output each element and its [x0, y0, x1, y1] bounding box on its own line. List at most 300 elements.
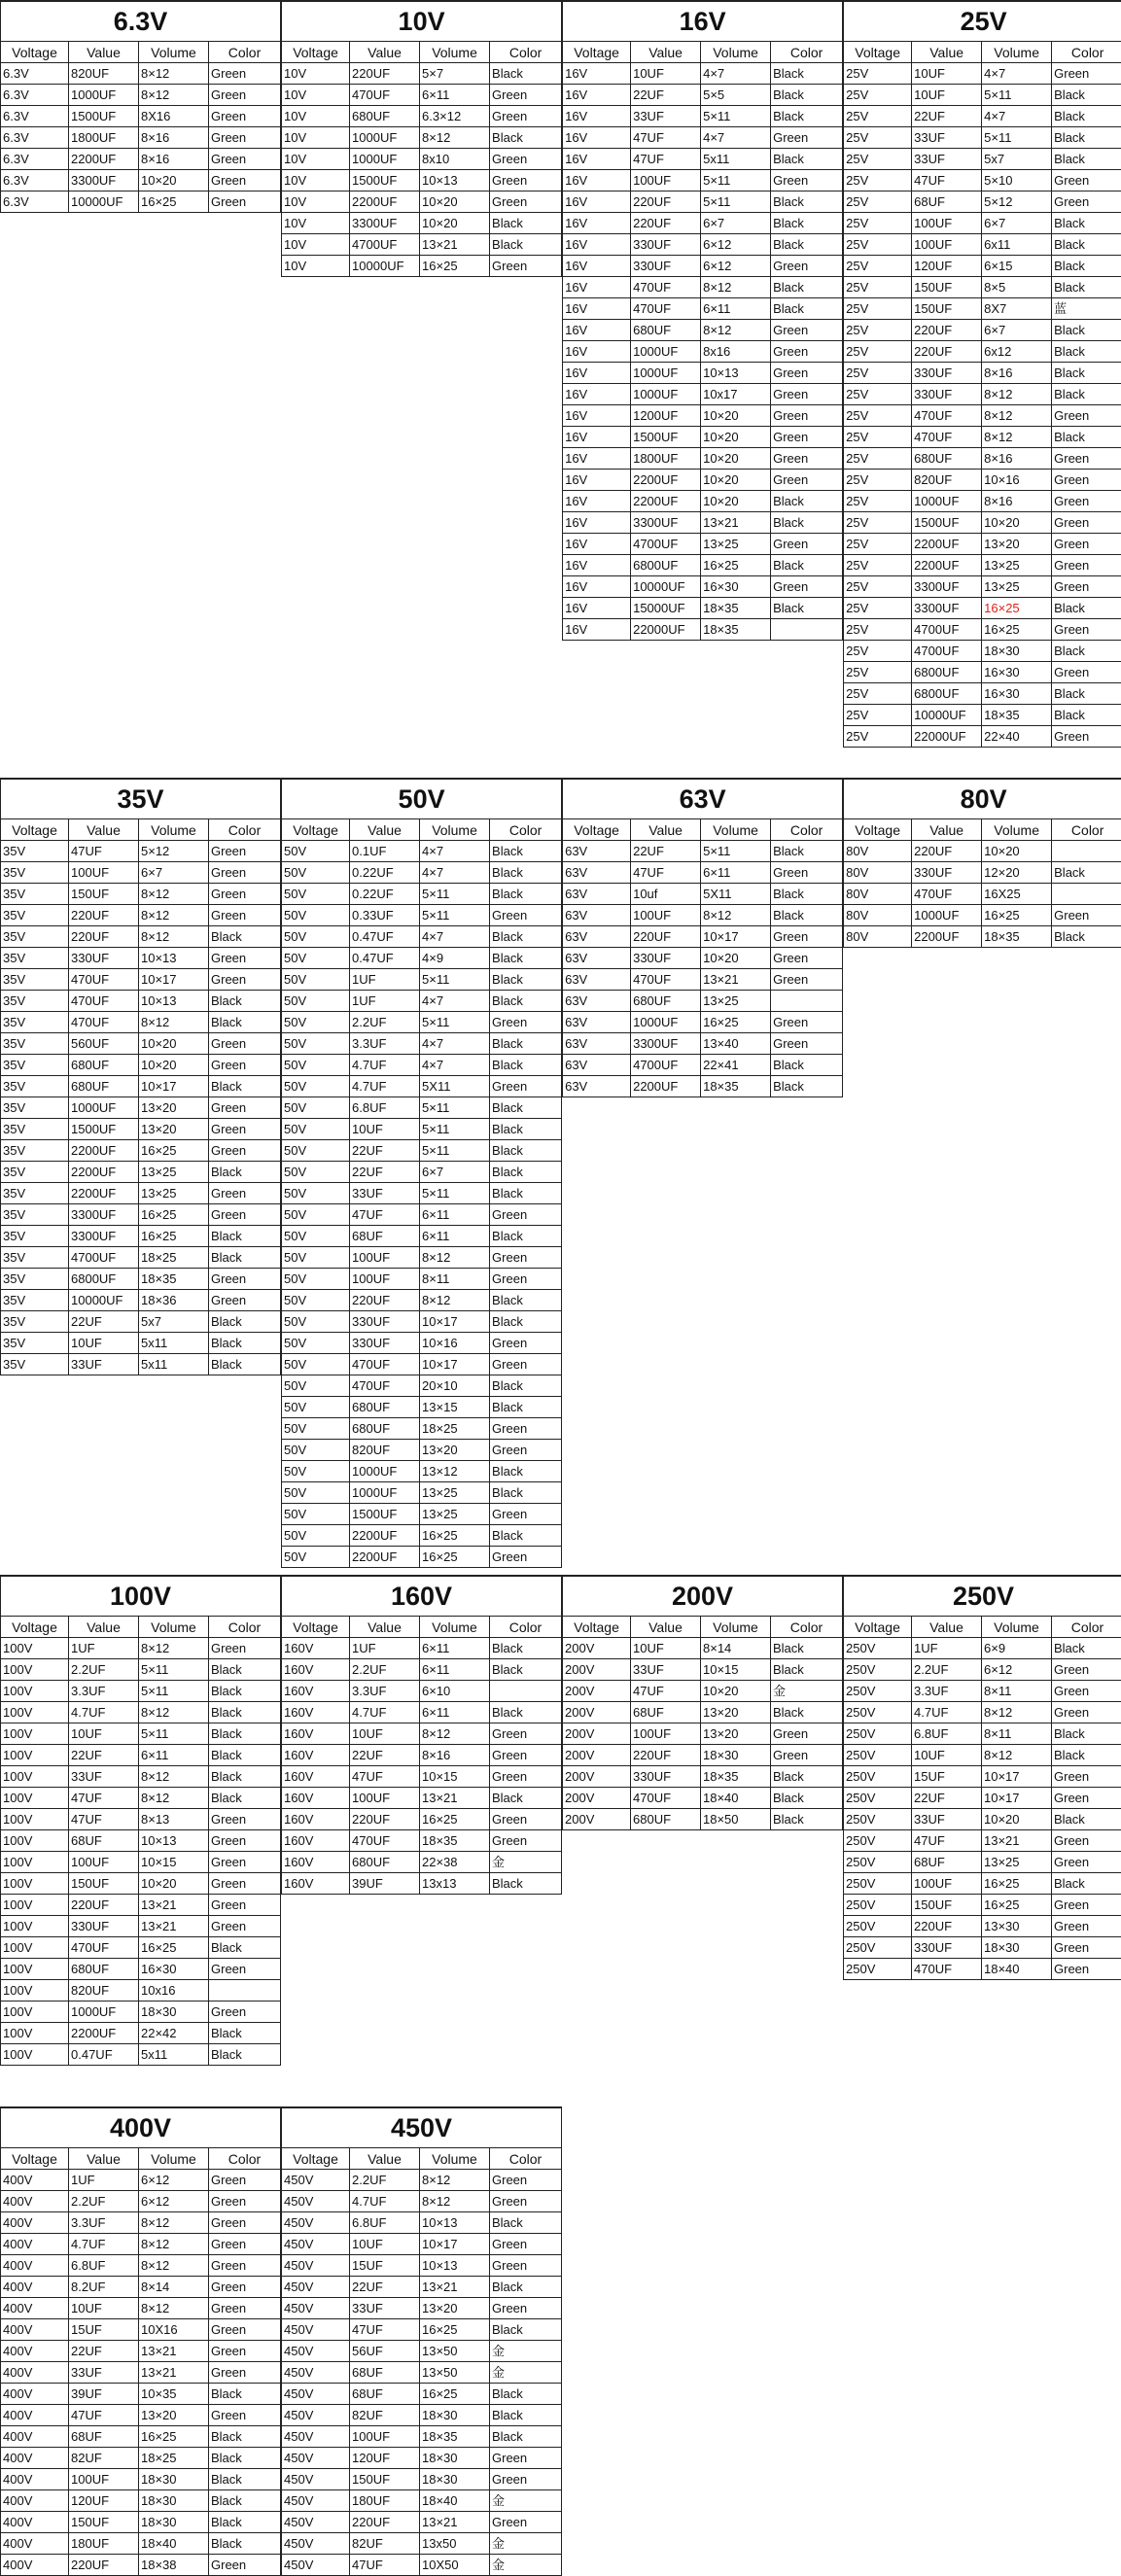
table-row — [1, 948, 281, 969]
value-cell: 22UF — [69, 1745, 139, 1766]
value-cell: 330UF — [69, 948, 139, 969]
table-row — [1, 2044, 281, 2066]
value-cell: 33UF — [69, 1354, 139, 1375]
volume-cell: 5×11 — [701, 841, 771, 862]
value-cell: 33UF — [631, 106, 701, 127]
volume-cell: 16×25 — [701, 1012, 771, 1033]
voltage-cell: 63V — [563, 1076, 631, 1097]
value-cell: 1000UF — [912, 491, 982, 512]
value-cell: 2200UF — [69, 1183, 139, 1204]
value-cell: 39UF — [350, 1873, 420, 1895]
volume-cell: 13×25 — [982, 576, 1052, 598]
table-row — [282, 2426, 562, 2448]
voltage-title: 16V — [563, 1, 843, 42]
voltage-cell: 450V — [282, 2298, 350, 2319]
voltage-cell: 400V — [1, 2277, 69, 2298]
value-cell: 1800UF — [631, 448, 701, 470]
voltage-cell: 16V — [563, 619, 631, 641]
voltage-cell: 450V — [282, 2341, 350, 2362]
voltage-cell: 100V — [1, 1873, 69, 1895]
voltage-cell: 100V — [1, 1830, 69, 1852]
color-cell: Black — [209, 2512, 281, 2533]
color-cell: Green — [209, 884, 281, 905]
table-row — [282, 2277, 562, 2298]
table-row — [563, 405, 843, 427]
volume-cell: 13×50 — [420, 2362, 490, 2384]
color-cell: Green — [771, 341, 843, 363]
volume-cell: 8×13 — [139, 1809, 209, 1830]
color-cell: Black — [490, 926, 562, 948]
voltage-cell: 100V — [1, 1852, 69, 1873]
value-cell: 4.7UF — [350, 1702, 420, 1723]
color-cell: Green — [490, 2448, 562, 2469]
color-cell: Green — [1052, 1766, 1121, 1788]
color-cell: Green — [209, 2212, 281, 2234]
table-row — [563, 534, 843, 555]
color-cell: Green — [490, 1076, 562, 1097]
volume-cell: 16×25 — [982, 1895, 1052, 1916]
value-cell: 47UF — [912, 170, 982, 191]
value-cell: 150UF — [69, 1873, 139, 1895]
value-cell: 680UF — [350, 1397, 420, 1418]
value-cell: 0.33UF — [350, 905, 420, 926]
volume-cell: 13×21 — [982, 1830, 1052, 1852]
voltage-cell: 50V — [282, 1290, 350, 1311]
table-row — [1, 2555, 281, 2576]
voltage-cell: 16V — [563, 85, 631, 106]
value-cell: 33UF — [631, 1659, 701, 1681]
value-cell: 470UF — [912, 884, 982, 905]
voltage-cell: 200V — [563, 1788, 631, 1809]
color-cell: Black — [1052, 705, 1121, 726]
voltage-cell: 450V — [282, 2512, 350, 2533]
volume-cell: 16×25 — [420, 256, 490, 277]
color-cell: Black — [1052, 598, 1121, 619]
table-row — [282, 170, 562, 191]
voltage-cell: 250V — [844, 1681, 912, 1702]
color-cell: Green — [209, 1895, 281, 1916]
voltage-cell: 25V — [844, 491, 912, 512]
voltage-cell: 400V — [1, 2512, 69, 2533]
value-cell: 4700UF — [631, 1055, 701, 1076]
voltage-cell: 160V — [282, 1852, 350, 1873]
voltage-table — [843, 1575, 1121, 1980]
table-row — [1, 2234, 281, 2255]
value-cell: 1000UF — [69, 85, 139, 106]
color-cell: Green — [209, 2170, 281, 2191]
color-cell: Black — [1052, 384, 1121, 405]
table-row — [844, 1638, 1121, 1659]
value-cell: 2.2UF — [350, 2170, 420, 2191]
voltage-cell: 10V — [282, 213, 350, 234]
color-cell: Green — [1052, 1937, 1121, 1959]
volume-cell: 6×12 — [139, 2191, 209, 2212]
column-header-voltage: Voltage — [563, 42, 631, 63]
table-row — [1, 2490, 281, 2512]
volume-cell: 10×20 — [701, 427, 771, 448]
table-row — [282, 884, 562, 905]
table-row — [282, 1461, 562, 1482]
column-header-color: Color — [209, 2148, 281, 2170]
color-cell: Green — [771, 1745, 843, 1766]
table-row — [844, 85, 1121, 106]
value-cell: 47UF — [350, 2555, 420, 2576]
color-cell — [490, 1681, 562, 1702]
value-cell: 3300UF — [69, 170, 139, 191]
color-cell: Green — [1052, 191, 1121, 213]
table-row — [1, 1852, 281, 1873]
color-cell: Green — [209, 127, 281, 149]
volume-cell: 6×12 — [982, 1659, 1052, 1681]
volume-cell: 8×5 — [982, 277, 1052, 298]
table-row — [282, 1290, 562, 1311]
volume-cell: 13×20 — [420, 2298, 490, 2319]
table-row — [282, 2170, 562, 2191]
table-row — [1, 2298, 281, 2319]
column-header-color: Color — [490, 819, 562, 841]
value-cell: 10uf — [631, 884, 701, 905]
volume-cell: 13×40 — [701, 1033, 771, 1055]
voltage-cell: 16V — [563, 491, 631, 512]
volume-cell: 10×20 — [420, 191, 490, 213]
color-cell: Black — [771, 191, 843, 213]
color-cell — [1052, 884, 1121, 905]
value-cell: 10000UF — [912, 705, 982, 726]
voltage-cell: 25V — [844, 641, 912, 662]
voltage-cell: 25V — [844, 384, 912, 405]
table-row — [1, 884, 281, 905]
value-cell: 680UF — [631, 991, 701, 1012]
table-row — [563, 341, 843, 363]
column-header-color: Color — [1052, 42, 1121, 63]
color-cell: Green — [209, 1204, 281, 1226]
column-header-color: Color — [209, 1617, 281, 1638]
volume-cell: 8×14 — [701, 1638, 771, 1659]
volume-cell: 18×35 — [701, 619, 771, 641]
color-cell: Black — [1052, 926, 1121, 948]
value-cell: 1UF — [69, 2170, 139, 2191]
value-cell: 10UF — [69, 1333, 139, 1354]
value-cell: 22000UF — [912, 726, 982, 748]
value-cell: 47UF — [69, 2405, 139, 2426]
voltage-title: 100V — [1, 1576, 281, 1617]
voltage-cell: 50V — [282, 948, 350, 969]
value-cell: 1000UF — [631, 363, 701, 384]
value-cell: 220UF — [350, 63, 420, 85]
table-row — [1, 926, 281, 948]
value-cell: 6.8UF — [350, 1097, 420, 1119]
volume-cell: 6×7 — [139, 862, 209, 884]
color-cell: Black — [490, 1525, 562, 1547]
table-row — [844, 1723, 1121, 1745]
table-row — [282, 1440, 562, 1461]
volume-cell: 6×15 — [982, 256, 1052, 277]
voltage-cell: 250V — [844, 1723, 912, 1745]
table-row — [282, 1397, 562, 1418]
value-cell: 22UF — [69, 2341, 139, 2362]
value-cell: 6800UF — [631, 555, 701, 576]
volume-cell: 10×20 — [701, 491, 771, 512]
volume-cell: 13×20 — [982, 534, 1052, 555]
table-row — [1, 1809, 281, 1830]
column-header-value: Value — [631, 42, 701, 63]
color-cell: Black — [771, 512, 843, 534]
volume-cell: 18×30 — [420, 2469, 490, 2490]
color-cell: Green — [490, 905, 562, 926]
voltage-cell: 50V — [282, 1076, 350, 1097]
column-header-value: Value — [631, 819, 701, 841]
value-cell: 1500UF — [350, 1504, 420, 1525]
volume-cell: 10×13 — [139, 991, 209, 1012]
voltage-cell: 100V — [1, 1659, 69, 1681]
color-cell: Black — [771, 1055, 843, 1076]
color-cell: 金 — [490, 2490, 562, 2512]
value-cell: 47UF — [69, 1788, 139, 1809]
table-row — [282, 1659, 562, 1681]
column-header-value: Value — [912, 819, 982, 841]
volume-cell: 13×25 — [701, 991, 771, 1012]
value-cell: 4700UF — [69, 1247, 139, 1269]
table-row — [844, 1895, 1121, 1916]
volume-cell: 18×30 — [420, 2405, 490, 2426]
voltage-cell: 450V — [282, 2191, 350, 2212]
voltage-cell: 25V — [844, 662, 912, 683]
color-cell: Black — [771, 1809, 843, 1830]
color-cell: Black — [771, 63, 843, 85]
voltage-cell: 400V — [1, 2319, 69, 2341]
color-cell: Black — [490, 1055, 562, 1076]
voltage-table — [562, 1575, 843, 1830]
voltage-cell: 400V — [1, 2533, 69, 2555]
value-cell: 330UF — [350, 1311, 420, 1333]
color-cell: Black — [1052, 1723, 1121, 1745]
color-cell: Black — [771, 213, 843, 234]
color-cell: Black — [1052, 862, 1121, 884]
color-cell: Green — [209, 2277, 281, 2298]
color-cell: Black — [209, 1354, 281, 1375]
voltage-cell: 35V — [1, 905, 69, 926]
table-row — [1, 1766, 281, 1788]
volume-cell: 8X16 — [139, 106, 209, 127]
table-row — [844, 470, 1121, 491]
color-cell: Black — [209, 1766, 281, 1788]
table-row — [1, 1012, 281, 1033]
color-cell: Green — [209, 948, 281, 969]
table-row — [1, 2405, 281, 2426]
table-row — [563, 1788, 843, 1809]
voltage-cell: 16V — [563, 320, 631, 341]
value-cell: 1000UF — [69, 2002, 139, 2023]
volume-cell: 10×13 — [139, 948, 209, 969]
table-row — [1, 2023, 281, 2044]
volume-cell: 10×15 — [139, 1852, 209, 1873]
color-cell: 金 — [490, 2533, 562, 2555]
table-row — [1, 2341, 281, 2362]
voltage-cell: 50V — [282, 991, 350, 1012]
voltage-cell: 50V — [282, 1461, 350, 1482]
color-cell: Green — [209, 1033, 281, 1055]
voltage-cell: 16V — [563, 298, 631, 320]
color-cell: Green — [1052, 534, 1121, 555]
value-cell: 33UF — [69, 1766, 139, 1788]
color-cell: Green — [771, 1012, 843, 1033]
volume-cell: 16×25 — [420, 1809, 490, 1830]
color-cell: Green — [209, 2298, 281, 2319]
volume-cell: 8×12 — [139, 2234, 209, 2255]
voltage-cell: 16V — [563, 127, 631, 149]
color-cell: Green — [490, 2469, 562, 2490]
voltage-cell: 6.3V — [1, 63, 69, 85]
table-row — [844, 127, 1121, 149]
value-cell: 1000UF — [350, 127, 420, 149]
color-cell: Green — [771, 363, 843, 384]
color-cell: Black — [490, 1119, 562, 1140]
voltage-cell: 10V — [282, 256, 350, 277]
voltage-cell: 100V — [1, 2002, 69, 2023]
value-cell: 820UF — [912, 470, 982, 491]
voltage-cell: 100V — [1, 1959, 69, 1980]
volume-cell: 6×7 — [420, 1162, 490, 1183]
voltage-cell: 25V — [844, 576, 912, 598]
voltage-cell: 16V — [563, 256, 631, 277]
voltage-cell: 250V — [844, 1916, 912, 1937]
value-cell: 68UF — [350, 2362, 420, 2384]
value-cell: 1000UF — [350, 149, 420, 170]
table-row — [282, 1140, 562, 1162]
volume-cell: 8×12 — [139, 1788, 209, 1809]
color-cell: Green — [1052, 1830, 1121, 1852]
volume-cell: 16×25 — [982, 598, 1052, 619]
voltage-cell: 25V — [844, 341, 912, 363]
table-row — [563, 1681, 843, 1702]
color-cell: Green — [209, 1873, 281, 1895]
column-header-color: Color — [209, 42, 281, 63]
color-cell: Green — [209, 841, 281, 862]
color-cell: Black — [1052, 213, 1121, 234]
table-row — [282, 2191, 562, 2212]
volume-cell: 18×40 — [139, 2533, 209, 2555]
color-cell: Black — [771, 1659, 843, 1681]
volume-cell: 8x10 — [420, 149, 490, 170]
voltage-cell: 450V — [282, 2170, 350, 2191]
column-header-value: Value — [69, 2148, 139, 2170]
voltage-cell: 100V — [1, 1937, 69, 1959]
volume-cell: 8×12 — [139, 1702, 209, 1723]
voltage-cell: 25V — [844, 277, 912, 298]
value-cell: 220UF — [350, 1809, 420, 1830]
table-row — [282, 2469, 562, 2490]
voltage-cell: 50V — [282, 1375, 350, 1397]
color-cell: Green — [1052, 405, 1121, 427]
volume-cell: 5×11 — [982, 85, 1052, 106]
volume-cell: 8×12 — [420, 2170, 490, 2191]
table-row — [282, 149, 562, 170]
volume-cell: 18×30 — [982, 641, 1052, 662]
voltage-cell: 400V — [1, 2405, 69, 2426]
table-row — [563, 63, 843, 85]
voltage-cell: 63V — [563, 1012, 631, 1033]
value-cell: 1000UF — [350, 1461, 420, 1482]
value-cell: 47UF — [350, 2319, 420, 2341]
value-cell: 470UF — [350, 1830, 420, 1852]
color-cell: Green — [490, 2191, 562, 2212]
volume-cell: 18×50 — [701, 1809, 771, 1830]
table-row — [844, 1852, 1121, 1873]
color-cell: Black — [490, 234, 562, 256]
volume-cell: 13×25 — [982, 1852, 1052, 1873]
column-header-color: Color — [771, 42, 843, 63]
color-cell: Black — [490, 1375, 562, 1397]
volume-cell: 10×17 — [420, 1311, 490, 1333]
value-cell: 1000UF — [69, 1097, 139, 1119]
value-cell: 3300UF — [631, 1033, 701, 1055]
table-row — [282, 2362, 562, 2384]
voltage-cell: 50V — [282, 841, 350, 862]
voltage-title: 35V — [1, 779, 281, 819]
table-row — [844, 512, 1121, 534]
value-cell: 220UF — [631, 1745, 701, 1766]
voltage-cell: 35V — [1, 1033, 69, 1055]
voltage-table — [281, 778, 562, 1568]
color-cell: Black — [1052, 85, 1121, 106]
volume-cell: 10×20 — [701, 448, 771, 470]
color-cell: Green — [490, 1809, 562, 1830]
table-row — [282, 1723, 562, 1745]
table-row — [282, 2298, 562, 2319]
voltage-cell: 16V — [563, 106, 631, 127]
color-cell: 蓝 — [1052, 298, 1121, 320]
voltage-cell: 400V — [1, 2426, 69, 2448]
voltage-cell: 25V — [844, 256, 912, 277]
table-row — [1, 1247, 281, 1269]
value-cell: 10UF — [350, 2234, 420, 2255]
volume-cell: 18×40 — [420, 2490, 490, 2512]
color-cell: Green — [771, 320, 843, 341]
column-header-voltage: Voltage — [282, 2148, 350, 2170]
value-cell: 470UF — [631, 1788, 701, 1809]
voltage-cell: 100V — [1, 1916, 69, 1937]
column-header-value: Value — [912, 1617, 982, 1638]
volume-cell: 5×11 — [420, 969, 490, 991]
table-row — [1, 1745, 281, 1766]
column-header-voltage: Voltage — [282, 819, 350, 841]
color-cell: Green — [209, 862, 281, 884]
voltage-cell: 160V — [282, 1638, 350, 1659]
table-row — [844, 1702, 1121, 1723]
color-cell: Green — [1052, 1702, 1121, 1723]
column-header-voltage: Voltage — [844, 42, 912, 63]
table-row — [1, 1183, 281, 1204]
column-header-voltage: Voltage — [1, 1617, 69, 1638]
color-cell: Green — [771, 1723, 843, 1745]
color-cell: Green — [490, 170, 562, 191]
table-row — [563, 1702, 843, 1723]
value-cell: 1000UF — [350, 1482, 420, 1504]
voltage-cell: 160V — [282, 1809, 350, 1830]
table-row — [844, 884, 1121, 905]
color-cell: Green — [771, 576, 843, 598]
voltage-cell: 50V — [282, 1525, 350, 1547]
table-row — [563, 149, 843, 170]
voltage-cell: 25V — [844, 191, 912, 213]
value-cell: 680UF — [350, 1418, 420, 1440]
color-cell: Green — [1052, 170, 1121, 191]
table-row — [282, 2319, 562, 2341]
volume-cell: 6×7 — [701, 213, 771, 234]
column-header-color: Color — [490, 2148, 562, 2170]
value-cell: 330UF — [350, 1333, 420, 1354]
value-cell: 3.3UF — [912, 1681, 982, 1702]
